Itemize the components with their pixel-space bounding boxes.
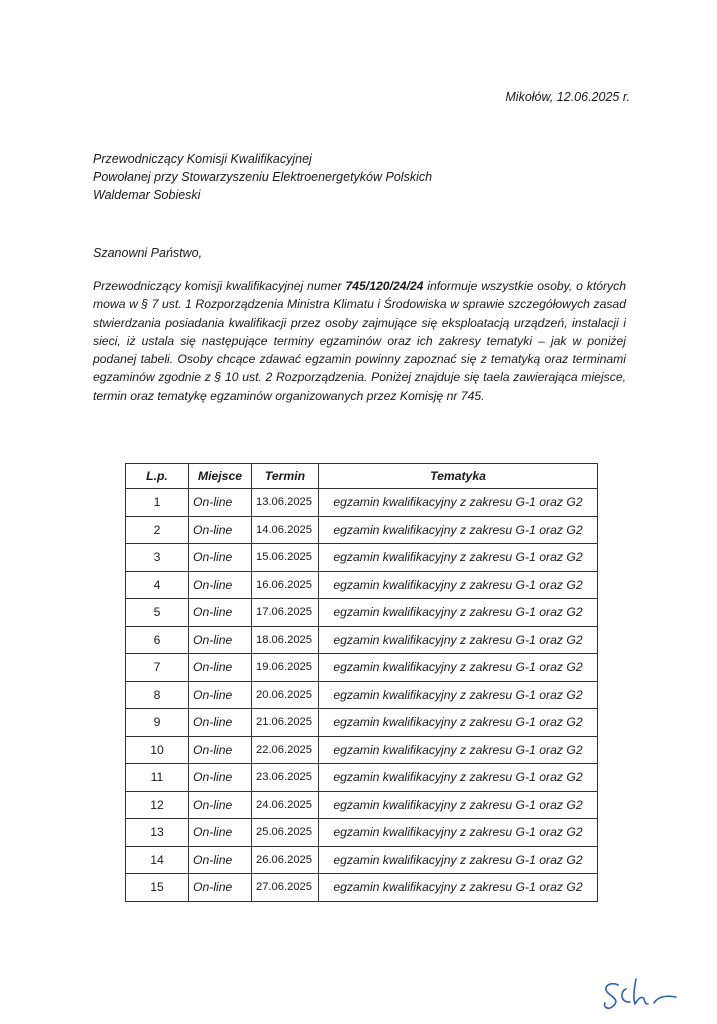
cell-miejsce: On-line [189,874,252,902]
sender-line-3: Waldemar Sobieski [93,188,201,202]
cell-tematyka: egzamin kwalifikacyjny z zakresu G-1 oraz G2 [319,819,598,847]
cell-miejsce: On-line [189,736,252,764]
table-row [126,544,598,572]
cell-tematyka: egzamin kwalifikacyjny z zakresu G-1 oraz G2 [319,489,598,517]
cell-tematyka: egzamin kwalifikacyjny z zakresu G-1 oraz G2 [319,654,598,682]
cell-termin: 26.06.2025 [252,846,319,874]
cell-tematyka: egzamin kwalifikacyjny z zakresu G-1 oraz G2 [319,516,598,544]
table-row [126,736,598,764]
header-tematyka: Tematyka [319,464,598,489]
cell-lp: 7 [126,654,189,682]
cell-lp: 10 [126,736,189,764]
table-row [126,791,598,819]
cell-miejsce: On-line [189,819,252,847]
greeting: Szanowni Państwo, [93,246,203,260]
table-row [126,681,598,709]
cell-termin: 27.06.2025 [252,874,319,902]
cell-miejsce: On-line [189,489,252,517]
header-termin: Termin [252,464,319,489]
cell-miejsce: On-line [189,846,252,874]
cell-lp: 9 [126,709,189,737]
cell-miejsce: On-line [189,626,252,654]
table-row [126,709,598,737]
cell-termin: 19.06.2025 [252,654,319,682]
table-row [126,516,598,544]
cell-termin: 24.06.2025 [252,791,319,819]
table-row [126,599,598,627]
cell-miejsce: On-line [189,571,252,599]
cell-termin: 22.06.2025 [252,736,319,764]
cell-termin: 20.06.2025 [252,681,319,709]
signature-icon [598,973,688,1013]
cell-lp: 14 [126,846,189,874]
cell-lp: 2 [126,516,189,544]
cell-termin: 13.06.2025 [252,489,319,517]
cell-lp: 6 [126,626,189,654]
para-intro: Przewodniczący komisji kwalifikacyjnej numer [93,279,342,293]
cell-lp: 8 [126,681,189,709]
table-header-row [126,464,598,489]
cell-tematyka: egzamin kwalifikacyjny z zakresu G-1 oraz G2 [319,571,598,599]
cell-tematyka: egzamin kwalifikacyjny z zakresu G-1 oraz G2 [319,764,598,792]
cell-termin: 18.06.2025 [252,626,319,654]
cell-tematyka: egzamin kwalifikacyjny z zakresu G-1 oraz G2 [319,681,598,709]
cell-tematyka: egzamin kwalifikacyjny z zakresu G-1 oraz G2 [319,736,598,764]
cell-lp: 3 [126,544,189,572]
cell-lp: 15 [126,874,189,902]
cell-lp: 5 [126,599,189,627]
cell-tematyka: egzamin kwalifikacyjny z zakresu G-1 oraz G2 [319,626,598,654]
cell-termin: 16.06.2025 [252,571,319,599]
cell-miejsce: On-line [189,599,252,627]
cell-miejsce: On-line [189,516,252,544]
header-miejsce: Miejsce [189,464,252,489]
para-rest: informuje wszystkie osoby, o których mowa w § 7 ust. 1 Rozporządzenia Ministra Klimatu i Środowiska w sprawie szczegółowych zasad stwierdzania posiadania kwalifikacji przez osoby zajmujące się eksploatacją urządzeń, instalacji i sieci, iż ustala się następujące terminy egzaminów oraz ich zakresy tematyki – jak w poniżej podanej tabeli. Osoby chcące zdawać egzamin powinny zapoznać się z tematyką oraz terminami egzaminów zgodnie z § 10 ust. 2 Rozporządzenia. Poniżej znajduje się taela zawierająca miejsce, termin oraz tematykę egzaminów organizowanych przez Komisję nr 745. [93,279,627,403]
cell-miejsce: On-line [189,681,252,709]
commission-number: 745/120/24/24 [345,279,424,293]
cell-miejsce: On-line [189,791,252,819]
cell-miejsce: On-line [189,544,252,572]
sender-line-2: Powołanej przy Stowarzyszeniu Elektroenergetyków Polskich [93,170,433,184]
table-row [126,819,598,847]
cell-tematyka: egzamin kwalifikacyjny z zakresu G-1 oraz G2 [319,544,598,572]
body-paragraph [93,277,626,405]
sender-line-1: Przewodniczący Komisji Kwalifikacyjnej [93,152,312,166]
cell-termin: 17.06.2025 [252,599,319,627]
table-row [126,489,598,517]
cell-tematyka: egzamin kwalifikacyjny z zakresu G-1 oraz G2 [319,791,598,819]
letter-date: Mikołów, 12.06.2025 r. [505,90,630,104]
exam-schedule-table [125,463,598,902]
cell-miejsce: On-line [189,764,252,792]
header-lp: L.p. [126,464,189,489]
cell-termin: 14.06.2025 [252,516,319,544]
cell-tematyka: egzamin kwalifikacyjny z zakresu G-1 oraz G2 [319,846,598,874]
cell-termin: 21.06.2025 [252,709,319,737]
cell-miejsce: On-line [189,709,252,737]
table-row [126,764,598,792]
cell-lp: 12 [126,791,189,819]
cell-termin: 23.06.2025 [252,764,319,792]
cell-tematyka: egzamin kwalifikacyjny z zakresu G-1 oraz G2 [319,874,598,902]
table-row [126,874,598,902]
cell-lp: 1 [126,489,189,517]
cell-miejsce: On-line [189,654,252,682]
cell-lp: 13 [126,819,189,847]
cell-termin: 15.06.2025 [252,544,319,572]
table-row [126,846,598,874]
cell-lp: 11 [126,764,189,792]
table-row [126,571,598,599]
cell-termin: 25.06.2025 [252,819,319,847]
sender-block [93,150,432,204]
cell-lp: 4 [126,571,189,599]
table-row [126,654,598,682]
cell-tematyka: egzamin kwalifikacyjny z zakresu G-1 oraz G2 [319,709,598,737]
table-row [126,626,598,654]
cell-tematyka: egzamin kwalifikacyjny z zakresu G-1 oraz G2 [319,599,598,627]
